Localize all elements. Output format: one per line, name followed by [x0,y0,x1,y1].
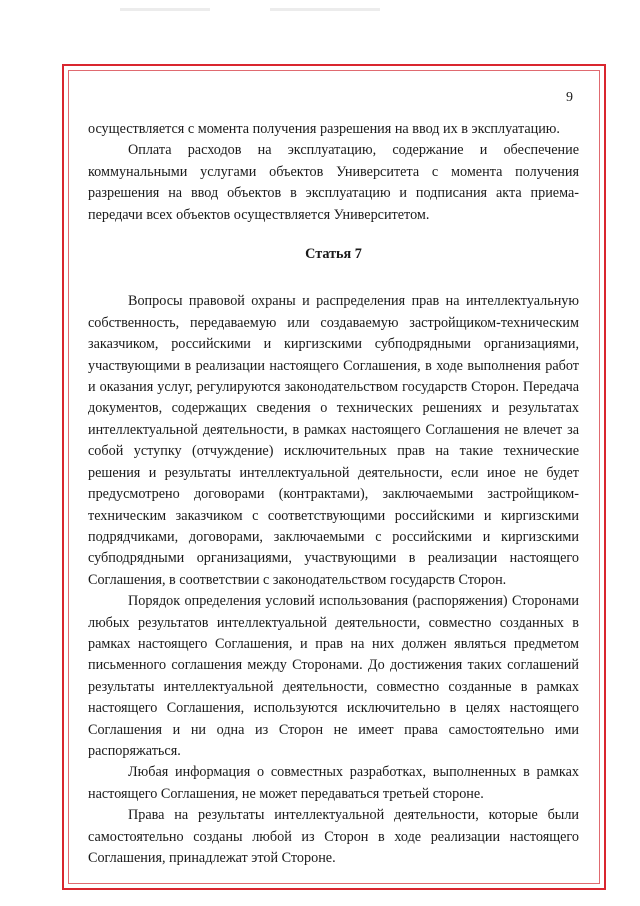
paragraph: Права на результаты интеллектуальной деятельности, которые были самостоятельно созданы любой из Сторон в ходе реализации настоящего Соглашения, принадлежат этой Стороне. [88,807,579,866]
paragraph: Оплата расходов на эксплуатацию, содержание и обеспечение коммунальными услугами объектов Университета с момента получения разрешения на ввод объектов в эксплуатацию и подписания акта приема-передачи всех объектов осуществляется Университетом. [88,142,579,223]
paragraph: Любая информация о совместных разработках, выполненных в рамках настоящего Соглашения, не может передаваться третьей стороне. [88,764,579,802]
page-number: 9 [566,90,573,105]
paragraph: Порядок определения условий использования (распоряжения) Сторонами любых результатов интеллектуальной деятельности, совместно созданных в рамках настоящего Соглашения, и прав на них должен являться предметом письменного соглашения между Сторонами. До достижения таких соглашений результаты интеллектуальной деятельности, совместно созданные в рамках настоящего Соглашения, используются исключительно в целях настоящего Соглашения и ни одна из Сторон не имеет права самостоятельно ими распоряжаться. [88,593,579,759]
scan-artifact [270,8,380,11]
paragraph: осуществляется с момента получения разрешения на ввод их в эксплуатацию. [88,121,560,137]
paragraph: Вопросы правовой охраны и распределения прав на интеллектуальную собственность, передаваемую или создаваемую застройщиком-техническим заказчиком, российскими и киргизскими субподрядными организациями, участвующими в реализации настоящего Соглашения, в ходе выполнения работ и оказания услуг, регулируются законодательством государств Сторон. Передача документов, содержащих сведения о технических решениях и результатах интеллектуальной деятельности, в рамках настоящего Соглашения не влечет за собой уступку (отчуждение) исключительных прав на такие технические решения и результаты интеллектуальной деятельности, если иное не будет предусмотрено договорами (контрактами), заключаемыми застройщиком-техническим заказчиком с соответствующими российскими и киргизскими подрядчиками, договорами, заключаемыми с российскими и киргизскими субподрядными организациями, участвующими в реализации настоящего Соглашения, в соответствии с законодательством государств Сторон. [88,293,579,588]
scan-artifact [120,8,210,11]
article-heading: Статья 7 [305,246,362,263]
document-body [88,119,579,869]
